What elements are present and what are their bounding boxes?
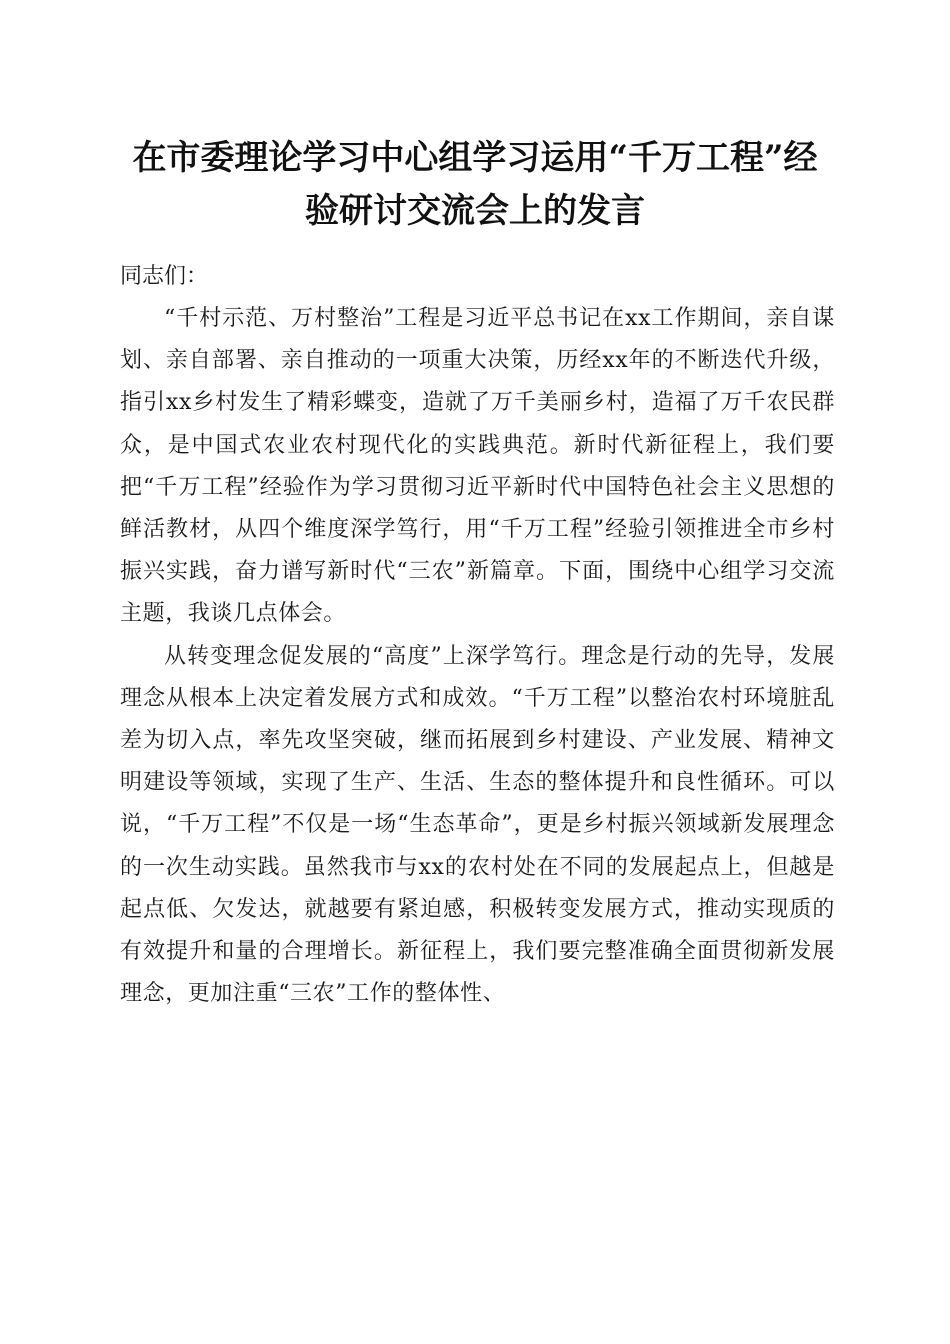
paragraph-1: “千村示范、万村整治”工程是习近平总书记在xx工作期间，亲自谋划、亲自部署、亲自推动的一项重大决策，历经xx年的不断迭代升级，指引xx乡村发生了精彩蝶变，造就了万千美丽乡村，造福了万千农民群众，是中国式农业农村现代化的实践典范。新时代新征程上，我们要把“千万工程”经验作为学习贯彻习近平新时代中国特色社会主义思想的鲜活教材，从四个维度深学笃行，用“千万工程”经验引领推进全市乡村振兴实践，奋力谱写新时代“三农”新篇章。下面，围绕中心组学习交流主题，我谈几点体会。 xyxy=(120,306,835,627)
document-body xyxy=(120,256,835,1015)
paragraph-2: 从转变理念促发展的“高度”上深学笃行。理念是行动的先导，发展理念从根本上决定着发展方式和成效。“千万工程”以整治农村环境脏乱差为切入点，率先攻坚突破，继而拓展到乡村建设、产业发展、精神文明建设等领域，实现了生产、生活、生态的整体提升和良性循环。可以说，“千万工程”不仅是一场“生态革命”，更是乡村振兴领域新发展理念的一次生动实践。虽然我市与xx的农村处在不同的发展起点上，但越是起点低、欠发达，就越要有紧迫感，积极转变发展方式，推动实现质的有效提升和量的合理增长。新征程上，我们要完整准确全面贯彻新发展理念，更加注重“三农”工作的整体性、 xyxy=(120,643,835,1007)
document-title: 在市委理论学习中心组学习运用“千万工程”经验研讨交流会上的发言 xyxy=(132,138,818,231)
salutation: 同志们： xyxy=(120,264,209,289)
